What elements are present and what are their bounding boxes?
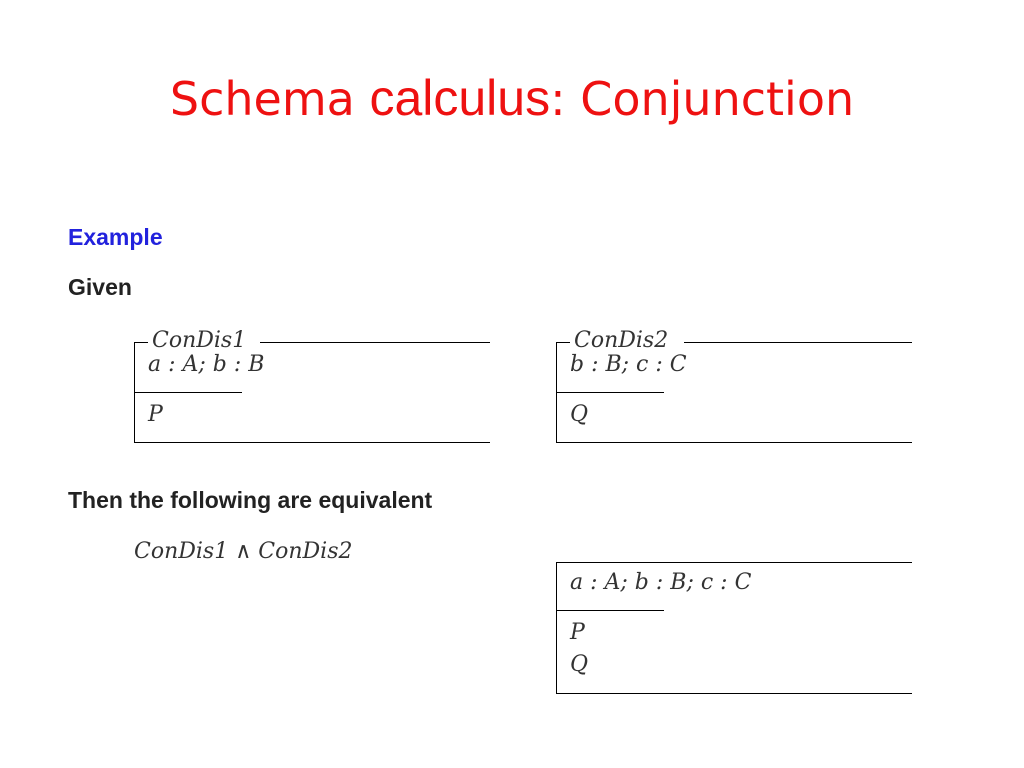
schema-top-rule [684,342,912,343]
equivalence-heading: Then the following are equivalent [68,487,433,513]
title-part-calculus: calculus [369,70,551,126]
schema-condis1 [134,328,490,444]
schema-predicate: P [148,402,163,427]
schema-combined [556,562,912,696]
schema-divider [134,392,242,393]
title-part-conjunction: : Conjunction [550,72,855,126]
schema-bottom-rule [556,693,912,694]
schema-left-rule [556,562,557,694]
schema-condis2 [556,328,912,444]
schema-bottom-rule [556,442,912,443]
schema-predicate: Q [570,402,589,427]
schema-declaration: b : B; c : C [570,352,687,377]
given-heading: Given [68,274,132,300]
schema-top-left-stub [556,342,570,343]
schema-bottom-rule [134,442,490,443]
example-heading: Example [68,224,163,250]
conjunction-expression: ConDis1 ∧ ConDis2 [134,539,353,564]
title-part-schema: Schema [169,72,370,126]
schema-divider [556,610,664,611]
slide-title [0,68,1024,129]
schema-declaration: a : A; b : B [148,352,265,377]
schema-top-rule [260,342,490,343]
schema-top-left-stub [134,342,148,343]
schema-name: ConDis2 [574,328,669,353]
schema-top-rule [556,562,912,563]
schema-declaration: a : A; b : B; c : C [570,570,752,595]
schema-predicate-p: P [570,620,585,645]
schema-divider [556,392,664,393]
schema-predicate-q: Q [570,652,589,677]
schema-name: ConDis1 [152,328,247,353]
